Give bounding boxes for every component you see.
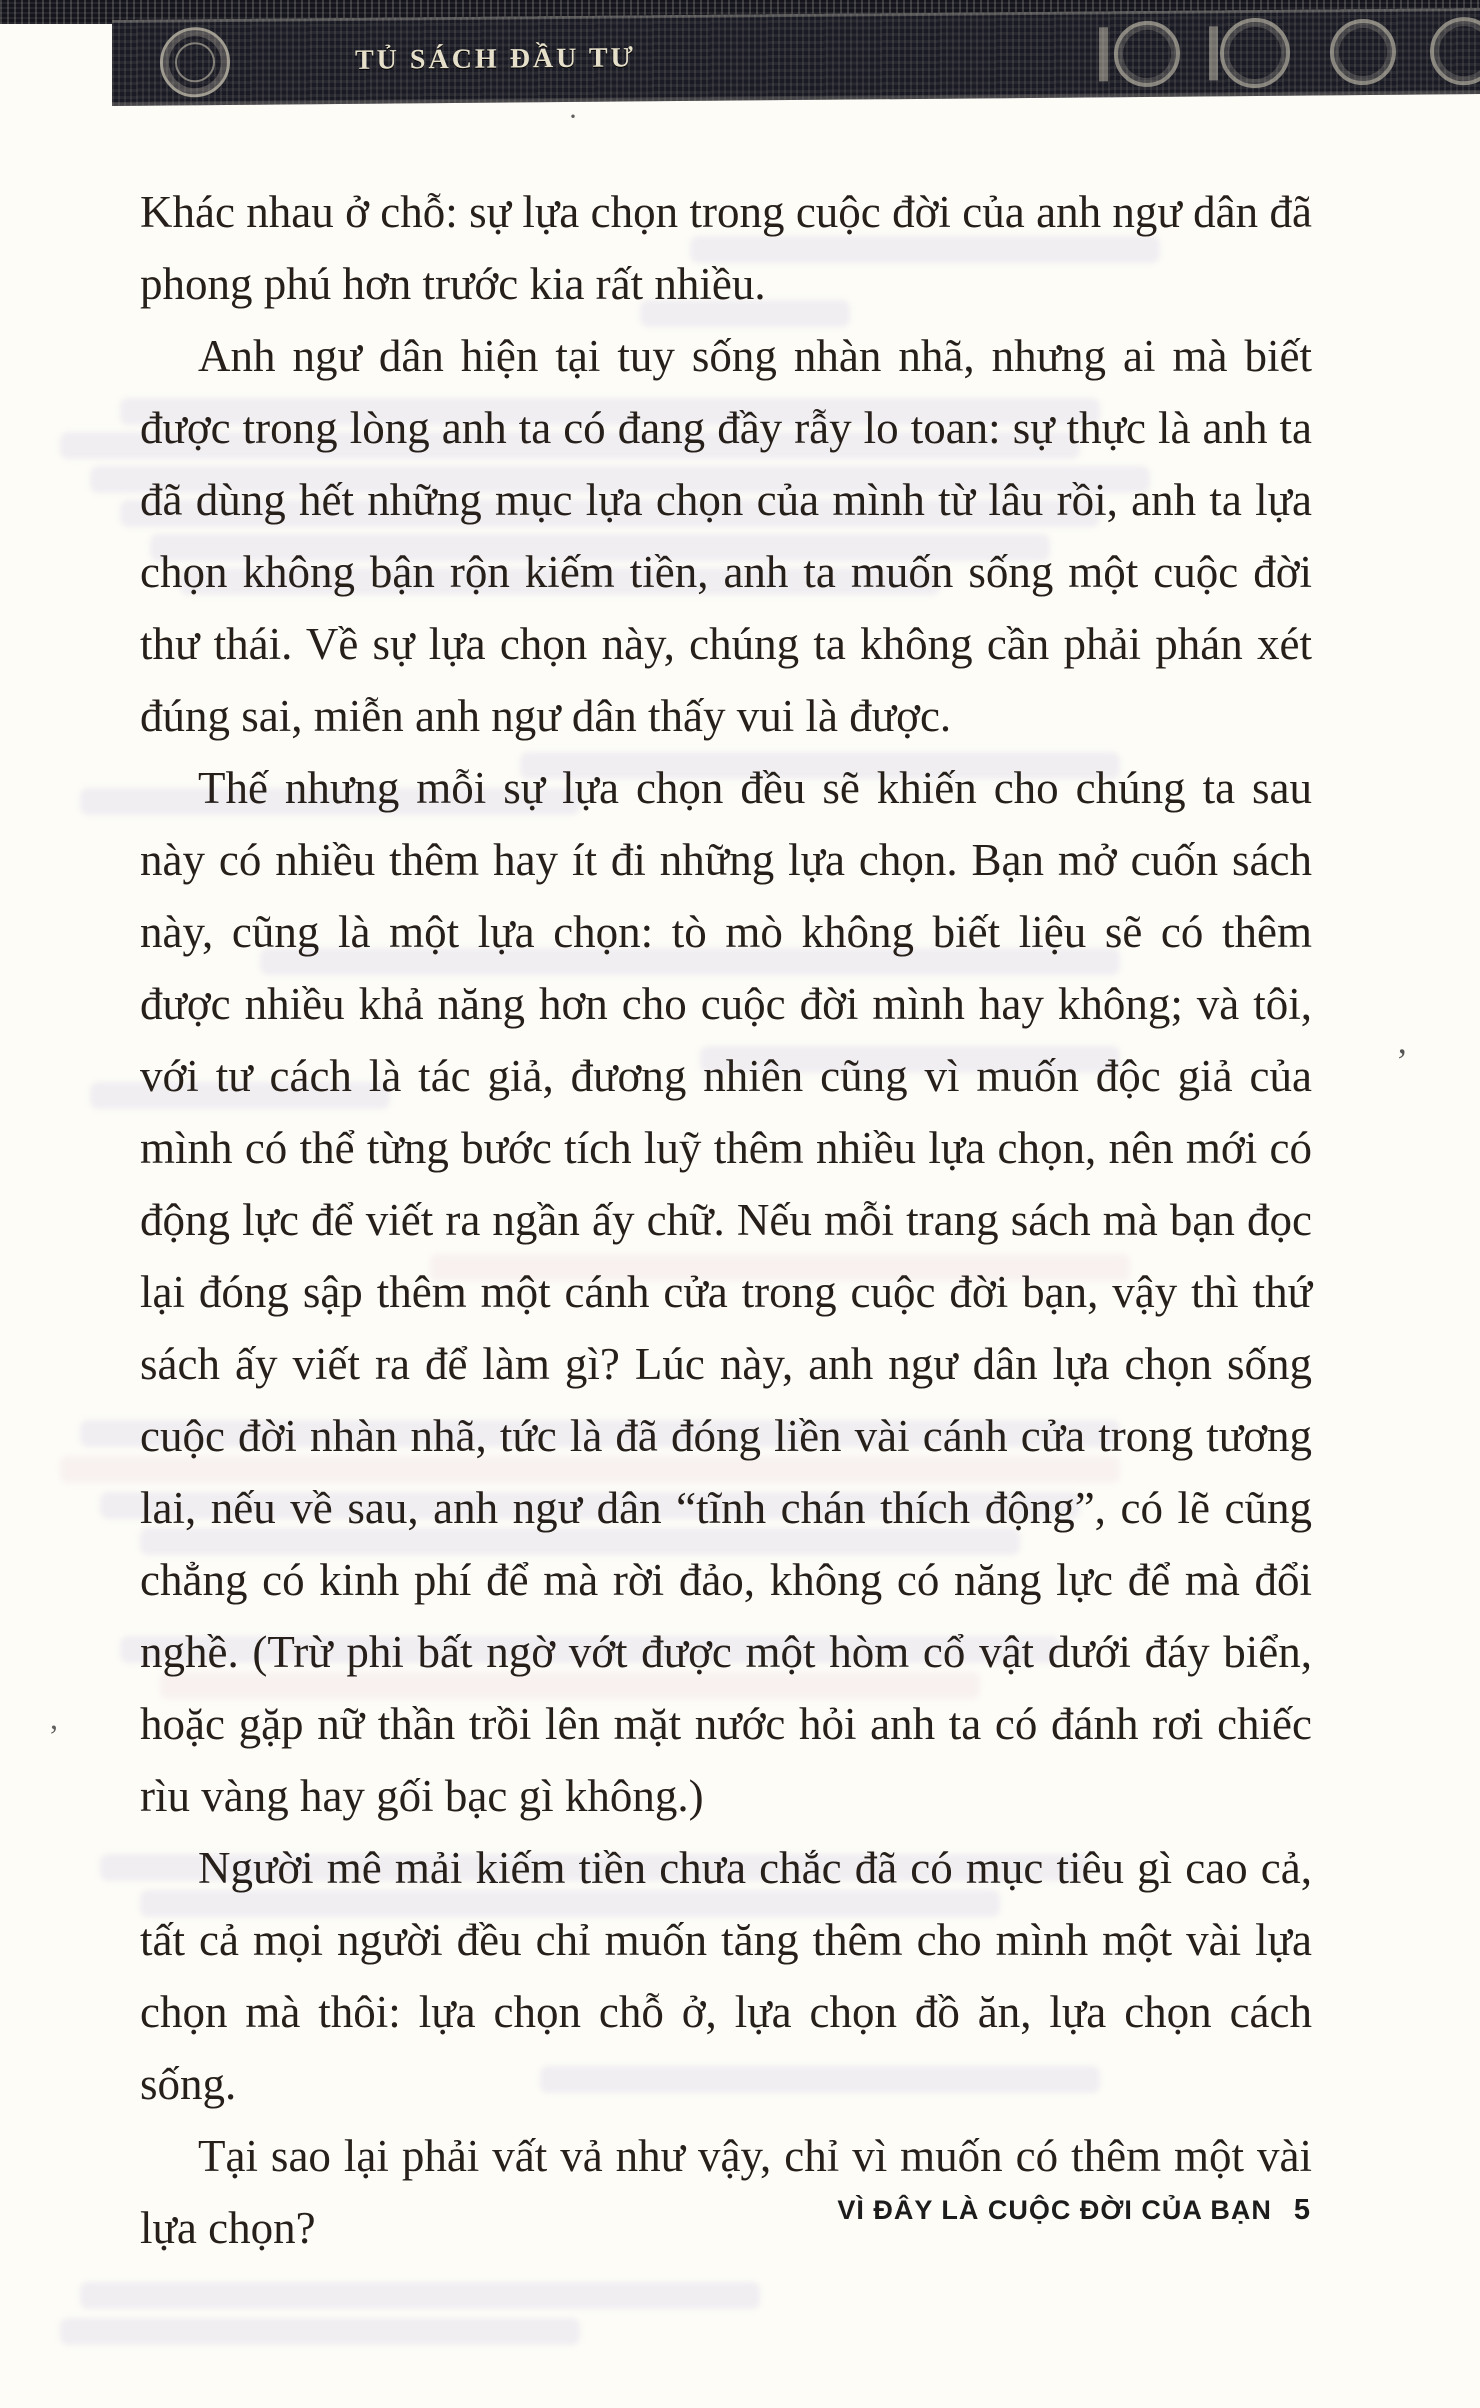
- left-seal-ornament: [160, 27, 230, 98]
- banner-circle-ornament: [1114, 21, 1180, 88]
- paragraph: Anh ngư dân hiện tại tuy sống nhàn nhã, nhưng ai mà biết được trong lòng anh ta có đang đầy rẫy lo toan: sự thực là anh ta đã dùng hết những mục lựa chọn của mình từ lâu rồi, anh ta lựa chọn không bận rộn kiếm tiền, anh ta muốn sống một cuộc đời thư thái. Về sự lựa chọn này, chúng ta không cần phải phán xét đúng sai, miễn anh ngư dân thấy vui là được.: [140, 331, 1312, 741]
- banner-bar-ornament: [1209, 26, 1218, 80]
- scan-artifact: ·: [568, 100, 578, 133]
- series-title: TỦ SÁCH ĐẦU TƯ: [355, 42, 636, 76]
- scan-artifact: ’: [1396, 1041, 1408, 1081]
- scan-artifact: ,: [50, 1700, 58, 1736]
- banner-bar-ornament: [1099, 27, 1108, 81]
- running-title: VÌ ĐÂY LÀ CUỘC ĐỜI CỦA BẠN: [837, 2195, 1272, 2225]
- banner-circle-ornament: [1330, 19, 1396, 86]
- paragraph: Thế nhưng mỗi sự lựa chọn đều sẽ khiến cho chúng ta sau này có nhiều thêm hay ít đi những lựa chọn. Bạn mở cuốn sách này, cũng là một lựa chọn: tò mò không biết liệu sẽ có thêm được nhiều khả năng hơn cho cuộc đời mình hay không; và tôi, với tư cách là tác giả, đương nhiên cũng vì muốn độc giả của mình có thể từng bước tích luỹ thêm nhiều lựa chọn, nên mới có động lực để viết ra ngần ấy chữ. Nếu mỗi trang sách mà bạn đọc lại đóng sập thêm một cánh cửa trong cuộc đời bạn, vậy thì thứ sách ấy viết ra để làm gì? Lúc này, anh ngư dân lựa chọn sống cuộc đời nhàn nhã, tức là đã đóng liền vài cánh cửa trong tương lai, nếu về sau, anh ngư dân “tĩnh chán thích động”, có lẽ cũng chẳng có kinh phí để mà rời đảo, không có năng lực để mà đổi nghề. (Trừ phi bất ngờ vớt được một hòm cổ vật dưới đáy biển, hoặc gặp nữ thần trồi lên mặt nước hỏi anh ta có đánh rơi chiếc rìu vàng hay gối bạc gì không.): [140, 763, 1312, 1821]
- paragraph: Người mê mải kiếm tiền chưa chắc đã có mục tiêu gì cao cả, tất cả mọi người đều chỉ muốn tăng thêm cho mình một vài lựa chọn mà thôi: lựa chọn chỗ ở, lựa chọn đồ ăn, lựa chọn cách sống.: [140, 1843, 1312, 2109]
- page-number: 5: [1293, 2194, 1310, 2226]
- banner-circle-ornament: [1220, 18, 1290, 89]
- paragraph: Khác nhau ở chỗ: sự lựa chọn trong cuộc đời của anh ngư dân đã phong phú hơn trước kia rất nhiều.: [140, 187, 1312, 309]
- page-footer: [837, 2194, 1310, 2227]
- banner-circle-ornament: [1430, 17, 1480, 86]
- paragraph: Tại sao lại phải vất vả như vậy, chỉ vì muốn có thêm một vài lựa chọn?: [140, 2131, 1312, 2253]
- bleed-through-line: [80, 2282, 760, 2309]
- header-banner: [112, 8, 1480, 106]
- bleed-through-line: [60, 2318, 580, 2345]
- page-body: [140, 176, 1312, 2264]
